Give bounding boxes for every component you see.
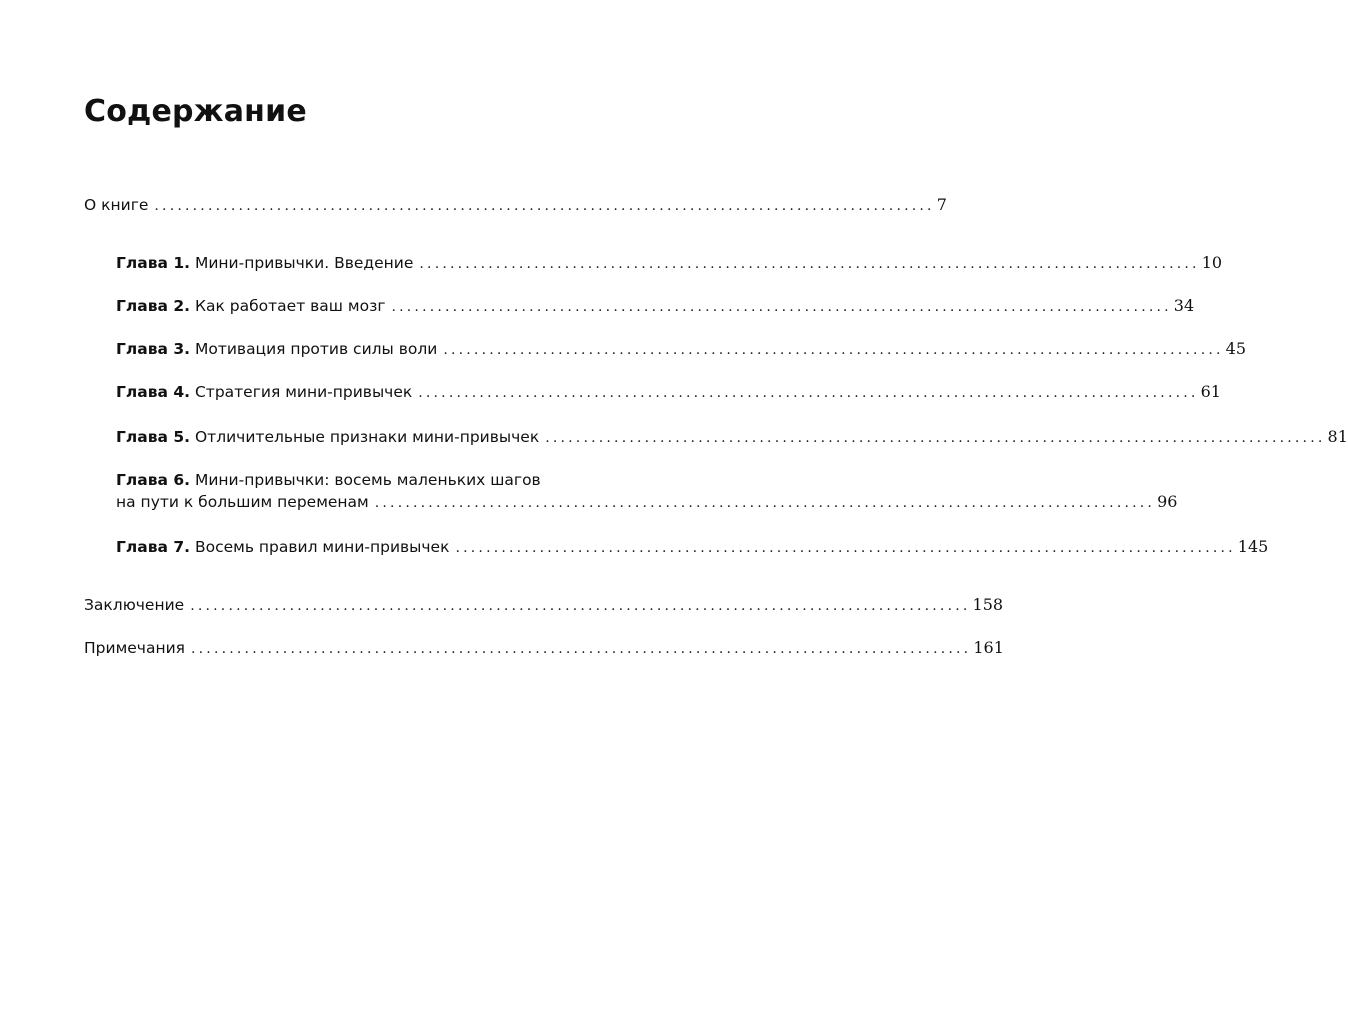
toc-entry-about[interactable] <box>84 195 947 216</box>
toc-page-number: 81 <box>1327 427 1348 446</box>
leader-dots: ...................................................................................................... <box>419 256 1200 272</box>
toc-entry-label: Примечания <box>84 639 185 657</box>
toc-page-number: 34 <box>1173 296 1195 315</box>
toc-entry-chapter-4[interactable] <box>116 382 1221 403</box>
chapter-title: Мини-привычки: восемь маленьких шагов <box>194 471 541 489</box>
leader-dots: ...................................................................................................... <box>545 430 1326 446</box>
page-title: Содержание <box>84 94 307 129</box>
chapter-title: Стратегия мини-привычек <box>194 383 413 401</box>
toc-entry-label: Заключение <box>84 596 185 614</box>
leader-dots: ...................................................................................................... <box>191 641 972 657</box>
toc-entry-chapter-6[interactable] <box>116 470 1178 513</box>
chapter-number: Глава 1. <box>116 254 191 272</box>
toc-entry-chapter-1[interactable] <box>116 253 1223 274</box>
chapter-title: Мотивация против силы воли <box>194 340 438 358</box>
toc-page-number: 158 <box>972 595 1004 614</box>
toc-page-number: 161 <box>973 638 1004 657</box>
chapter-number: Глава 3. <box>116 340 191 358</box>
toc-entry-chapter-2[interactable] <box>116 296 1195 317</box>
toc-page-number: 45 <box>1225 339 1247 358</box>
chapter-number: Глава 4. <box>116 383 191 401</box>
chapter-number: Глава 7. <box>116 538 191 556</box>
chapter-title: Как работает ваш мозг <box>194 297 386 315</box>
chapter-title: Отличительные признаки мини-привычек <box>194 428 540 446</box>
chapter-number: Глава 2. <box>116 297 191 315</box>
chapter-title: Мини-привычки. Введение <box>194 254 414 272</box>
toc-entry-notes[interactable] <box>84 638 1004 659</box>
chapter-number: Глава 5. <box>116 428 191 446</box>
toc-entry-label: О книге <box>84 196 149 214</box>
leader-dots: ...................................................................................................... <box>190 598 971 614</box>
leader-dots: ...................................................................................................... <box>391 299 1172 315</box>
chapter-title-continuation: на пути к большим переменам <box>116 493 369 511</box>
toc-entry-chapter-7[interactable] <box>116 537 1269 558</box>
chapter-title: Восемь правил мини-привычек <box>194 538 450 556</box>
toc-entry-conclusion[interactable] <box>84 595 1004 616</box>
leader-dots: ...................................................................................................... <box>418 385 1199 401</box>
toc-page-number: 61 <box>1200 382 1221 401</box>
chapter-number: Глава 6. <box>116 471 191 489</box>
toc-entry-chapter-5[interactable] <box>116 427 1348 448</box>
leader-dots: ...................................................................................................... <box>443 342 1224 358</box>
toc-page-number: 7 <box>936 195 947 214</box>
leader-dots: ...................................................................................................... <box>374 495 1156 511</box>
leader-dots: ...................................................................................................... <box>154 198 935 214</box>
toc-page-number: 10 <box>1201 253 1223 272</box>
leader-dots: ...................................................................................................... <box>455 540 1236 556</box>
toc-page-number: 96 <box>1157 492 1178 511</box>
toc-entry-chapter-3[interactable] <box>116 339 1247 360</box>
toc-page-number: 145 <box>1237 537 1269 556</box>
